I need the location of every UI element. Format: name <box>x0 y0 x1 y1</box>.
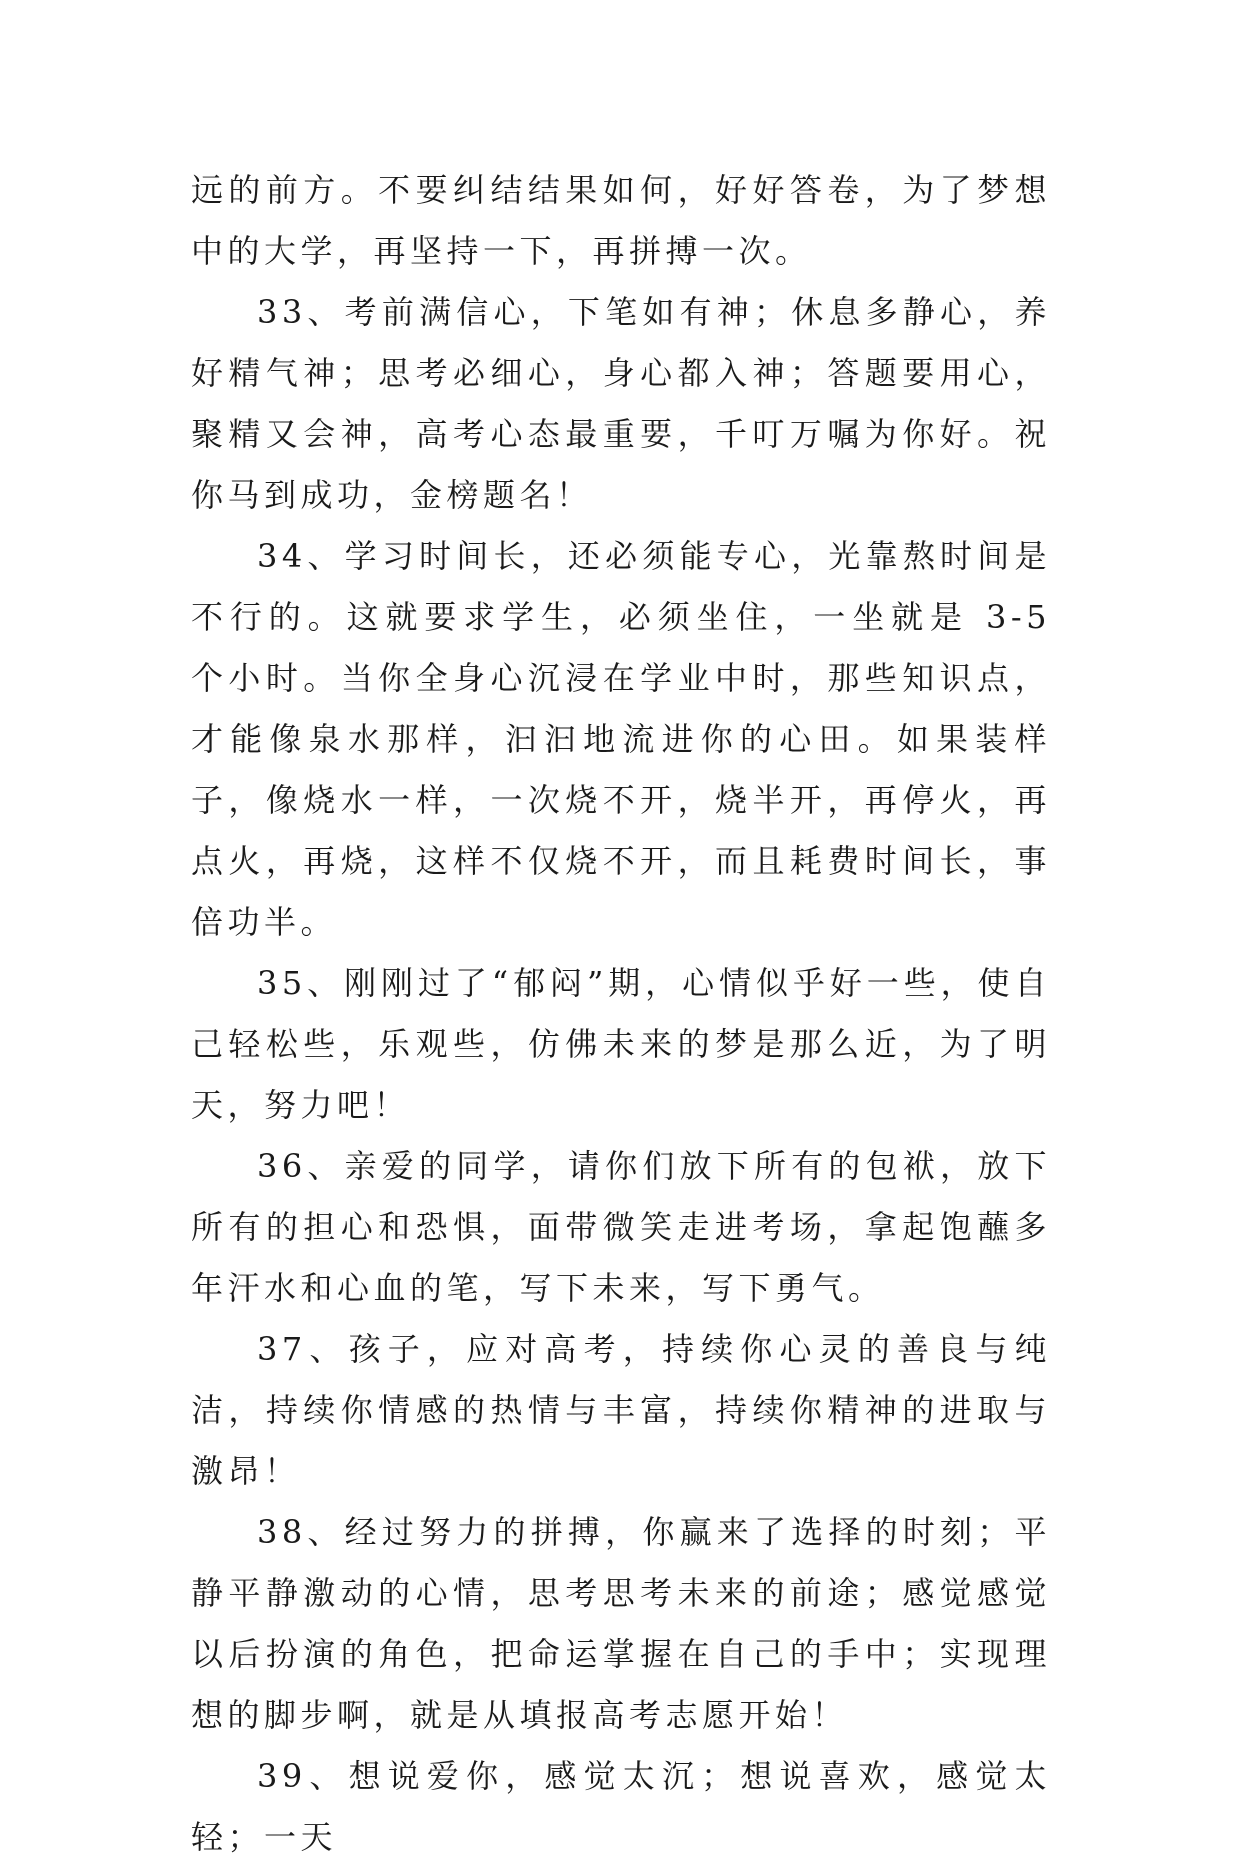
paragraph-item-33: 33、考前满信心，下笔如有神；休息多静心，养好精气神；思考必细心，身心都入神；答题要用心，聚精又会神，高考心态最重要，千叮万嘱为你好。祝你马到成功，金榜题名！ <box>191 293 1051 514</box>
paragraph-item-37: 37、孩子，应对高考，持续你心灵的善良与纯洁，持续你情感的热情与丰富，持续你精神的进取与激昂！ <box>191 1330 1051 1490</box>
paragraph-continuation: 远的前方。不要纠结结果如何，好好答卷，为了梦想中的大学，再坚持一下，再拼搏一次。 <box>191 171 1051 270</box>
paragraph-item-39: 39、想说爱你，感觉太沉；想说喜欢，感觉太轻；一天 <box>191 1757 1051 1856</box>
paragraph-item-36: 36、亲爱的同学，请你们放下所有的包袱，放下所有的担心和恐惧，面带微笑走进考场，拿起饱蘸多年汗水和心血的笔，写下未来，写下勇气。 <box>191 1147 1051 1307</box>
document-body <box>191 160 1051 1868</box>
paragraph-item-35: 35、刚刚过了“郁闷”期，心情似乎好一些，使自己轻松些，乐观些，仿佛未来的梦是那么近，为了明天，努力吧！ <box>191 964 1051 1124</box>
paragraph-item-34: 34、学习时间长，还必须能专心，光靠熬时间是不行的。这就要求学生，必须坐住，一坐就是 3-5 个小时。当你全身心沉浸在学业中时，那些知识点，才能像泉水那样，汩汩地流进你的心田。如果装样子，像烧水一样，一次烧不开，烧半开，再停火，再点火，再烧，这样不仅烧不开，而且耗费时间长，事倍功半。 <box>191 537 1051 941</box>
paragraph-item-38: 38、经过努力的拼搏，你赢来了选择的时刻；平静平静激动的心情，思考思考未来的前途；感觉感觉以后扮演的角色，把命运掌握在自己的手中；实现理想的脚步啊，就是从填报高考志愿开始！ <box>191 1513 1051 1734</box>
